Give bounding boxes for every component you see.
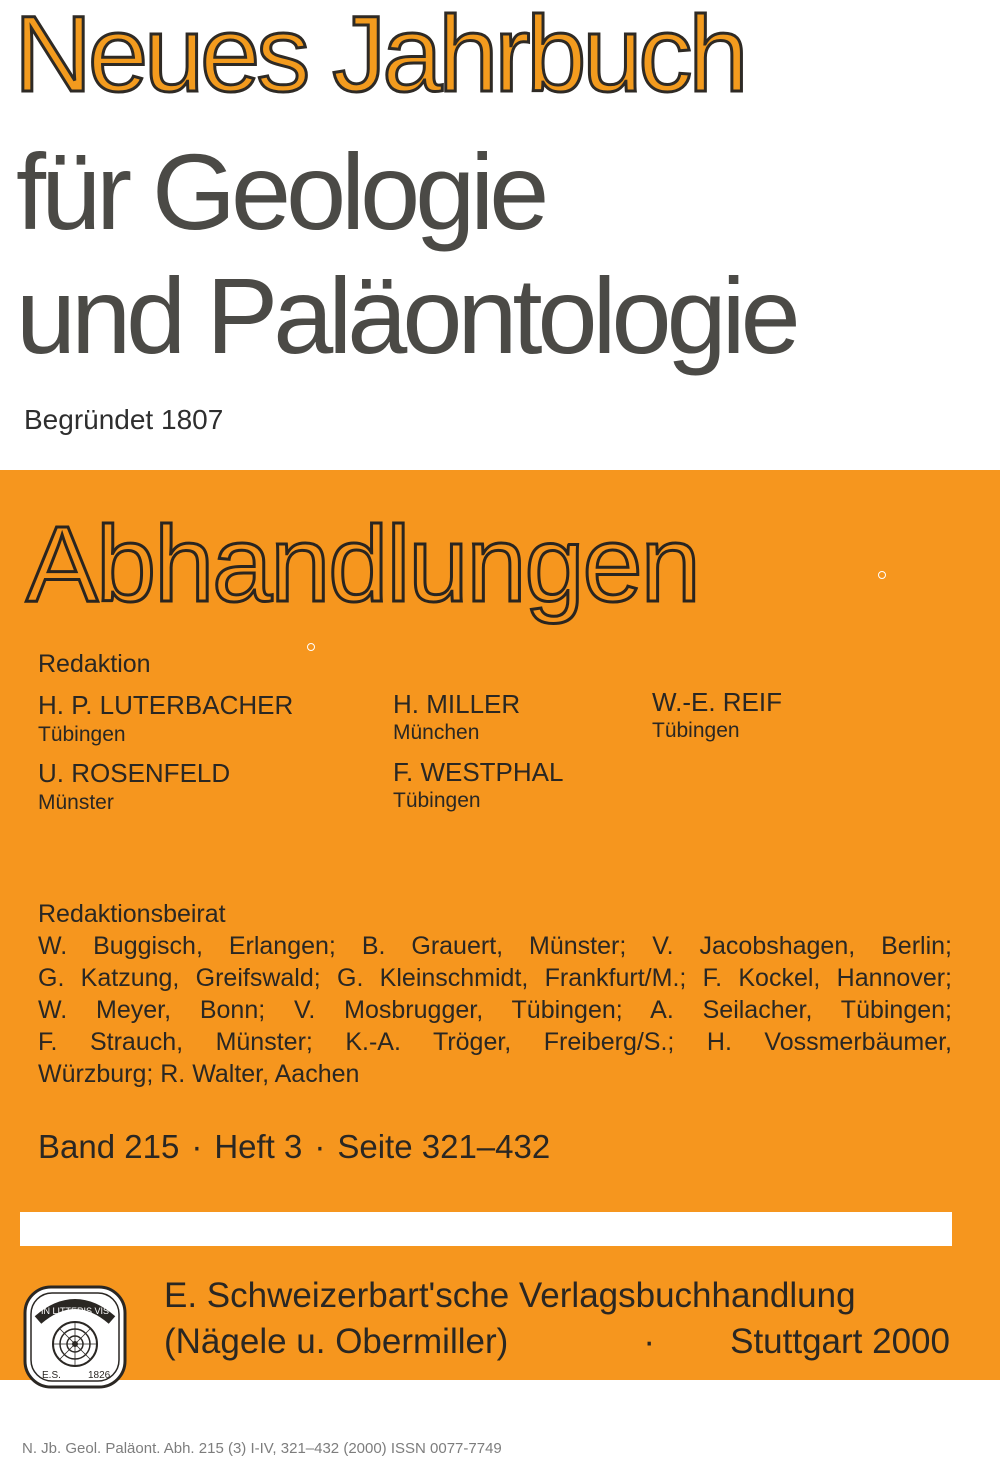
citation-line: N. Jb. Geol. Paläont. Abh. 215 (3) I-IV, 321–432 (2000) ISSN 0077-7749 [22, 1440, 502, 1457]
decorative-dot [878, 571, 886, 579]
publisher-details [164, 1322, 950, 1362]
editor-city: Tübingen [652, 719, 740, 742]
advisory-board-line: F. Strauch, Münster; K.-A. Tröger, Freiberg/S.; H. Vossmerbäumer, [38, 1028, 952, 1056]
journal-title-line-2: für Geologie [16, 131, 545, 252]
section-title: Abhandlungen [26, 503, 699, 624]
editor-name: F. WESTPHAL [393, 757, 564, 787]
svg-text:1826: 1826 [88, 1370, 111, 1381]
publisher-separator: · [643, 1322, 656, 1361]
advisory-board-line: W. Buggisch, Erlangen; B. Grauert, Münster; V. Jacobshagen, Berlin; [38, 932, 952, 960]
issue-separator: · [191, 1128, 203, 1165]
advisory-board-label: Redaktionsbeirat [38, 900, 226, 928]
journal-title-line-1: Neues Jahrbuch [14, 0, 745, 114]
volume-number: Band 215 [38, 1128, 180, 1165]
issue-separator: · [314, 1128, 326, 1165]
journal-title-line-3: und Paläontologie [16, 255, 796, 376]
publisher-name-text: E. Schweizerbart'sche Verlagsbuchhandlung [164, 1276, 856, 1315]
issue-number: Heft 3 [214, 1128, 303, 1165]
editor-name: W.-E. REIF [652, 687, 782, 717]
white-divider-bar [20, 1212, 952, 1246]
page-range: Seite 321–432 [337, 1128, 551, 1165]
advisory-board-line: W. Meyer, Bonn; V. Mosbrugger, Tübingen; A. Seilacher, Tübingen; [38, 996, 952, 1024]
editorial-label: Redaktion [38, 650, 151, 678]
advisory-board-line: Würzburg; R. Walter, Aachen [38, 1060, 360, 1088]
publisher-seal-icon [20, 1282, 130, 1392]
editor-name: H. P. LUTERBACHER [38, 690, 294, 720]
editor-city: Tübingen [38, 723, 126, 746]
svg-text:IN LITTERIS VIS: IN LITTERIS VIS [40, 1306, 110, 1316]
advisory-board-list [38, 930, 952, 1090]
publisher-name [164, 1276, 950, 1316]
svg-text:E.S.: E.S. [42, 1370, 61, 1381]
issue-info [38, 1128, 550, 1166]
editor-name: H. MILLER [393, 689, 521, 719]
cover-header [0, 0, 1000, 470]
editor-name: U. ROSENFELD [38, 758, 231, 788]
publisher-place-year: Stuttgart 2000 [730, 1322, 950, 1361]
advisory-board-line: G. Katzung, Greifswald; G. Kleinschmidt, Frankfurt/M.; F. Kockel, Hannover; [38, 964, 952, 992]
founded-year: Begründet 1807 [24, 404, 224, 435]
decorative-dot [307, 643, 315, 651]
editor-city: Münster [38, 791, 114, 814]
publisher-owners: (Nägele u. Obermiller) [164, 1322, 509, 1361]
editor-city: Tübingen [393, 789, 481, 812]
editor-city: München [393, 721, 480, 744]
